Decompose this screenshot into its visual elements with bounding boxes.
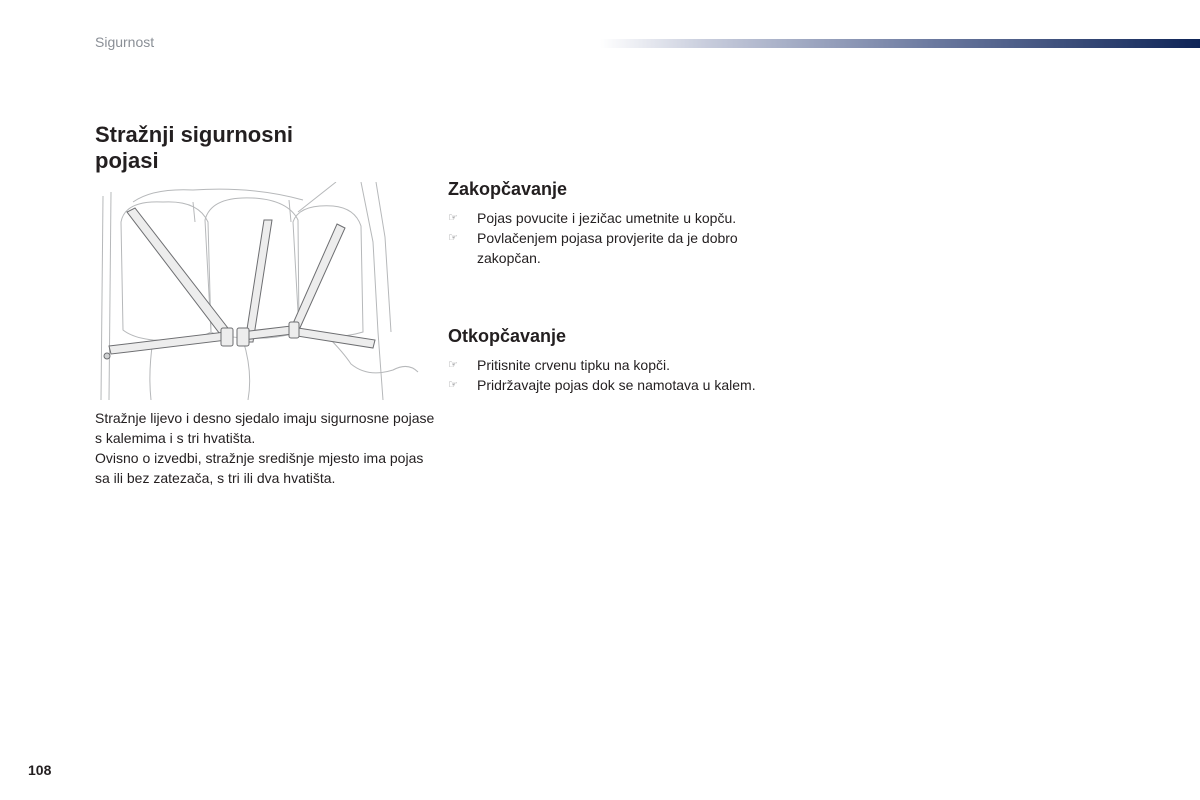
- list-item: [448, 228, 778, 268]
- intro-text: [95, 408, 435, 488]
- pointing-hand-icon: ☞: [448, 379, 458, 391]
- fastening-heading: Zakopčavanje: [448, 179, 568, 199]
- list-item-text: Pritisnite crvenu tipku na kopči.: [477, 357, 670, 373]
- unfastening-list: [448, 355, 778, 395]
- pointing-hand-icon: ☞: [448, 212, 458, 224]
- list-item-text: Pojas povucite i jezičac umetnite u kopču.: [477, 210, 737, 226]
- list-item: [448, 208, 778, 228]
- intro-paragraph-2: Ovisno o izvedbi, stražnje središnje mjesto ima pojas sa ili bez zatezača, s tri ili dva hvatišta.: [95, 450, 424, 486]
- pointing-hand-icon: ☞: [448, 232, 458, 244]
- header-section-label: Sigurnost: [95, 34, 155, 50]
- header-gradient-bar: [600, 39, 1200, 48]
- list-item: [448, 355, 778, 375]
- page-title: Stražnji sigurnosni pojasi: [95, 122, 294, 173]
- pointing-hand-icon: ☞: [448, 359, 458, 371]
- list-item: [448, 375, 778, 395]
- unfastening-heading: Otkopčavanje: [448, 326, 567, 346]
- fastening-list: [448, 208, 778, 268]
- list-item-text: Povlačenjem pojasa provjerite da je dobro zakopčan.: [477, 230, 738, 266]
- list-item-text: Pridržavajte pojas dok se namotava u kalem.: [477, 377, 756, 393]
- page-number: 108: [28, 762, 52, 778]
- intro-paragraph-1: Stražnje lijevo i desno sjedalo imaju sigurnosne pojase s kalemima i s tri hvatišta.: [95, 410, 435, 446]
- rear-seat-belts-illustration: [93, 182, 423, 400]
